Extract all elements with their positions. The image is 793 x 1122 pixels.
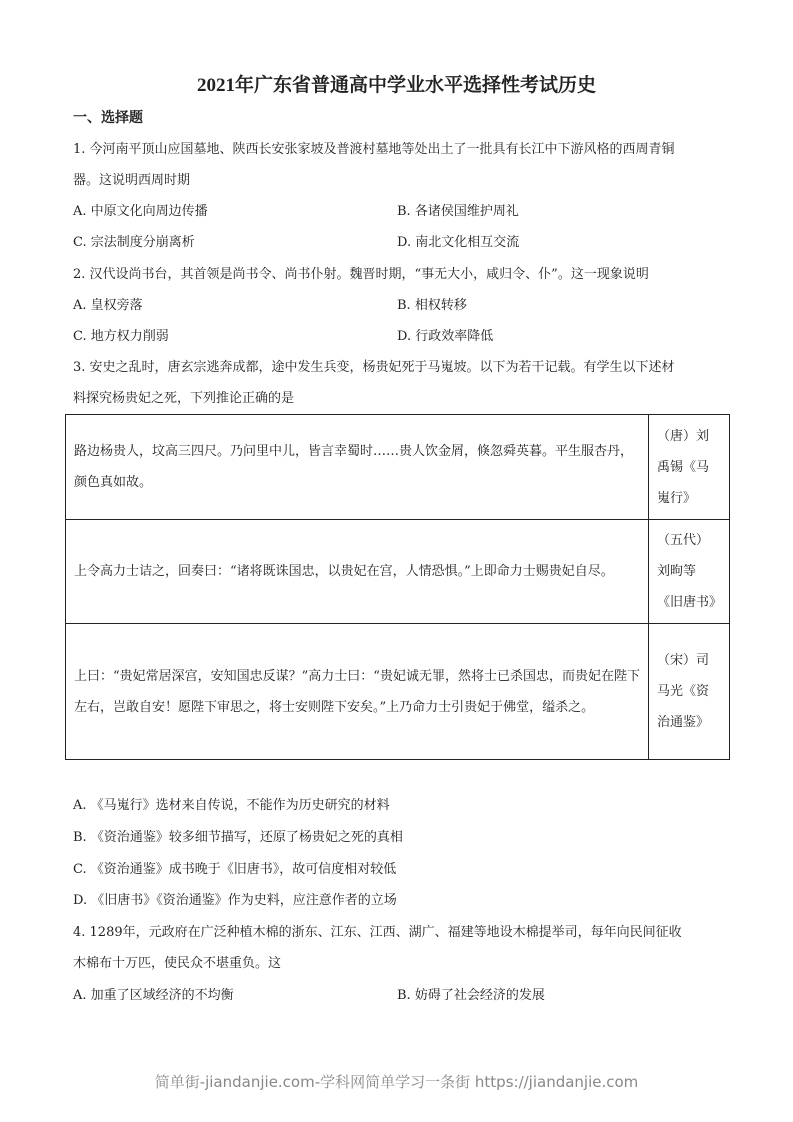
q1-option-a: A. 中原文化向周边传播: [73, 204, 208, 219]
q1-stem: 1. 今河南平顶山应国墓地、陕西长安张家坡及普渡村墓地等处出土了一批具有长江中下游风格的西周青铜: [73, 142, 675, 157]
source-table: [65, 414, 730, 760]
table-row: [66, 624, 730, 760]
q3-option-c: C. 《资治通鉴》成书晚于《旧唐书》，故可信度相对较低: [73, 862, 397, 877]
q4-option-a: A. 加重了区域经济的不均衡: [73, 988, 234, 1003]
q3-option-a: A. 《马嵬行》选材来自传说，不能作为历史研究的材料: [73, 798, 390, 813]
q2-option-b: B. 相权转移: [397, 298, 467, 313]
q3-stem: 3. 安史之乱时，唐玄宗逃奔成都，途中发生兵变，杨贵妃死于马嵬坡。以下为若干记载。有学生以下述材: [73, 360, 675, 375]
table-row: [66, 520, 730, 624]
source-citation: （五代）刘昫等《旧唐书》: [649, 520, 730, 624]
source-text: 路边杨贵人，坟高三四尺。乃问里中儿，皆言幸蜀时……贵人饮金屑，倏忽舜英暮。平生服杏丹，颜色真如故。: [66, 415, 649, 520]
source-citation: （宋）司马光《资治通鉴》: [649, 624, 730, 760]
section-heading: 一、选择题: [73, 110, 143, 126]
q1-stem-cont: 器。这说明西周时期: [73, 173, 191, 188]
q4-stem: 4. 1289年，元政府在广泛种植木棉的浙东、江东、江西、湖广、福建等地设木棉提举司，每年向民间征收: [73, 925, 682, 940]
q2-option-d: D. 行政效率降低: [397, 329, 494, 344]
document-title: 2021年广东省普通高中学业水平选择性考试历史: [196, 75, 596, 96]
table-row: [66, 415, 730, 520]
q1-option-d: D. 南北文化相互交流: [397, 235, 520, 250]
q3-option-b: B. 《资治通鉴》较多细节描写，还原了杨贵妃之死的真相: [73, 830, 403, 845]
q4-option-b: B. 妨碍了社会经济的发展: [397, 988, 545, 1003]
source-text: 上曰：“贵妃常居深宫，安知国忠反谋？”高力士曰：“贵妃诚无罪，然将士已杀国忠，而贵妃在陛下左右，岂敢自安！愿陛下审思之，将士安则陛下安矣。”上乃命力士引贵妃于佛堂，缢杀之。: [66, 624, 649, 760]
q1-option-c: C. 宗法制度分崩离析: [73, 235, 195, 250]
source-text: 上令高力士诘之，回奏曰：“诸将既诛国忠，以贵妃在宫，人情恐惧。”上即命力士赐贵妃自尽。: [66, 520, 649, 624]
q3-option-d: D. 《旧唐书》《资治通鉴》作为史料，应注意作者的立场: [73, 893, 397, 908]
q2-stem: 2. 汉代设尚书台，其首领是尚书令、尚书仆射。魏晋时期，“事无大小，咸归令、仆”。这一现象说明: [73, 267, 649, 282]
q4-stem-cont: 木棉布十万匹，使民众不堪重负。这: [73, 956, 282, 971]
q2-option-a: A. 皇权旁落: [73, 298, 143, 313]
footer-watermark: 简单街-jiandanjie.com-学科网简单学习一条街 https://jiandanjie.com: [154, 1073, 639, 1091]
q1-option-b: B. 各诸侯国维护周礼: [397, 204, 519, 219]
q2-option-c: C. 地方权力削弱: [73, 329, 169, 344]
q3-stem-cont: 料探究杨贵妃之死，下列推论正确的是: [73, 391, 295, 406]
source-citation: （唐）刘禹锡《马嵬行》: [649, 415, 730, 520]
